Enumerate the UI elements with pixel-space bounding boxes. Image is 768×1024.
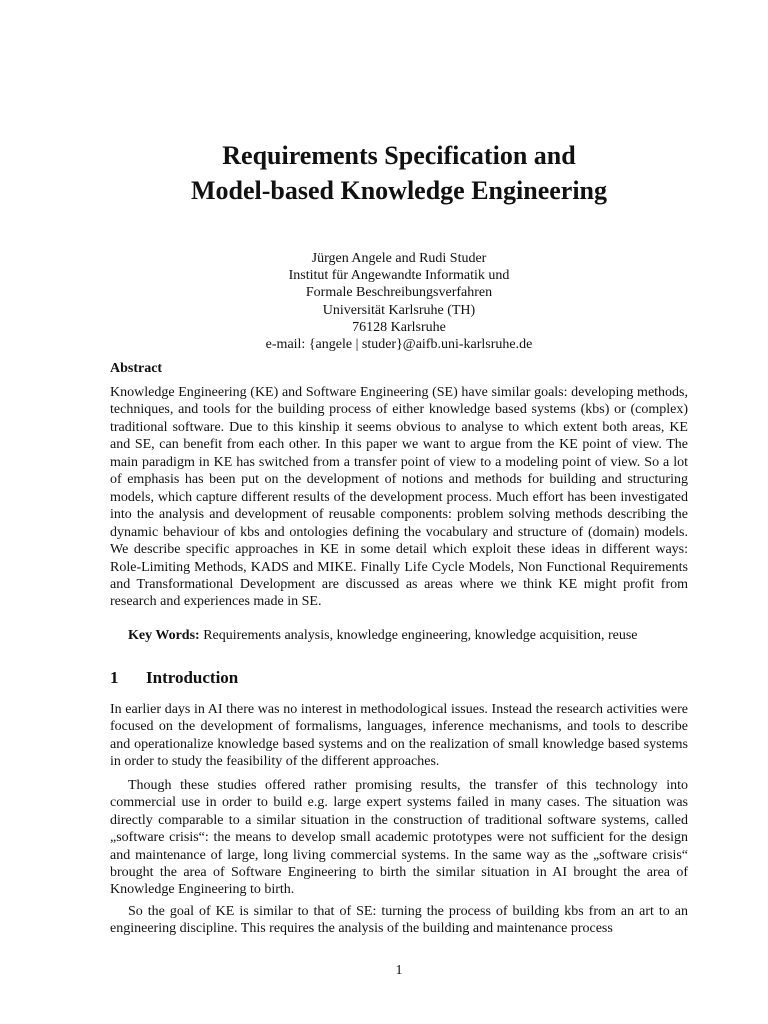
keywords bbox=[110, 627, 688, 645]
university: Universität Karlsruhe (TH) bbox=[322, 302, 476, 318]
keywords-text: Requirements analysis, knowledge engineering, knowledge acquisition, reuse bbox=[199, 628, 638, 643]
author-block bbox=[110, 250, 688, 353]
section-title: Introduction bbox=[146, 668, 239, 687]
section-heading-introduction bbox=[110, 667, 238, 689]
title-line-2: Model-based Knowledge Engineering bbox=[190, 176, 607, 205]
section-number: 1 bbox=[110, 668, 119, 687]
title-line-1: Requirements Specification and bbox=[222, 141, 576, 170]
author-names: Jürgen Angele and Rudi Studer bbox=[311, 251, 487, 266]
paragraph: In earlier days in AI there was no interest in methodological issues. Instead the research activities were focused on the development of formalisms, languages, inference mechanisms, and tools to describe and operationalize knowledge based systems and on the realization of small knowledge based systems in order to study the feasibility of the different approaches. bbox=[110, 702, 688, 770]
abstract-heading: Abstract bbox=[110, 361, 163, 376]
paper-title bbox=[110, 138, 688, 208]
paragraph: So the goal of KE is similar to that of SE: turning the process of building kbs from an art to an engineering discipline. This requires the analysis of the building and maintenance process bbox=[110, 904, 688, 937]
paragraph: Though these studies offered rather promising results, the transfer of this technology into commercial use in order to build e.g. large expert systems failed in many cases. The situation was directly comparable to a similar situation in the construction of traditional software systems, called „software crisis“: the means to develop small academic prototypes were not sufficient for the design and maintenance of large, long living commercial systems. In the same way as the „software crisis“ brought the area of Software Engineering to birth the similar situation in AI brought the area of Knowledge Engineering to birth. bbox=[110, 778, 688, 898]
institute-line-1: Institut für Angewandte Informatik und bbox=[288, 268, 510, 284]
email: e-mail: {angele | studer}@aifb.uni-karlsruhe.de bbox=[265, 337, 533, 353]
keywords-label: Key Words: bbox=[128, 628, 200, 643]
page-number: 1 bbox=[395, 963, 403, 978]
institute-line-2: Formale Beschreibungsverfahren bbox=[305, 285, 493, 301]
abstract-text: Knowledge Engineering (KE) and Software Engineering (SE) have similar goals: developing methods, techniques, and tools for the building process of either knowledge based systems (kbs) or (complex) traditional software. Due to this kinship it seems obvious to analyse to which extent both areas, KE and SE, can benefit from each other. In this paper we want to argue from the KE point of view. The main paradigm in KE has switched from a transfer point of view to a modeling point of view. So a lot of emphasis has been put on the development of notions and methods for building and structuring models, which capture different results of the development process. Much effort has been investigated into the analysis and development of reusable components: problem solving methods describing the dynamic behaviour of kbs and ontologies defining the vocabulary and structure of (domain) models. We describe specific approaches in KE in some detail which exploit these ideas in different ways: Role-Limiting Methods, KADS and MIKE. Finally Life Cycle Models, Non Functional Requirements and Transformational Development are discussed as areas where we think KE might profit from research and experiences made in SE. bbox=[110, 385, 688, 610]
paper-page bbox=[110, 0, 688, 1024]
city: 76128 Karlsruhe bbox=[352, 319, 446, 335]
